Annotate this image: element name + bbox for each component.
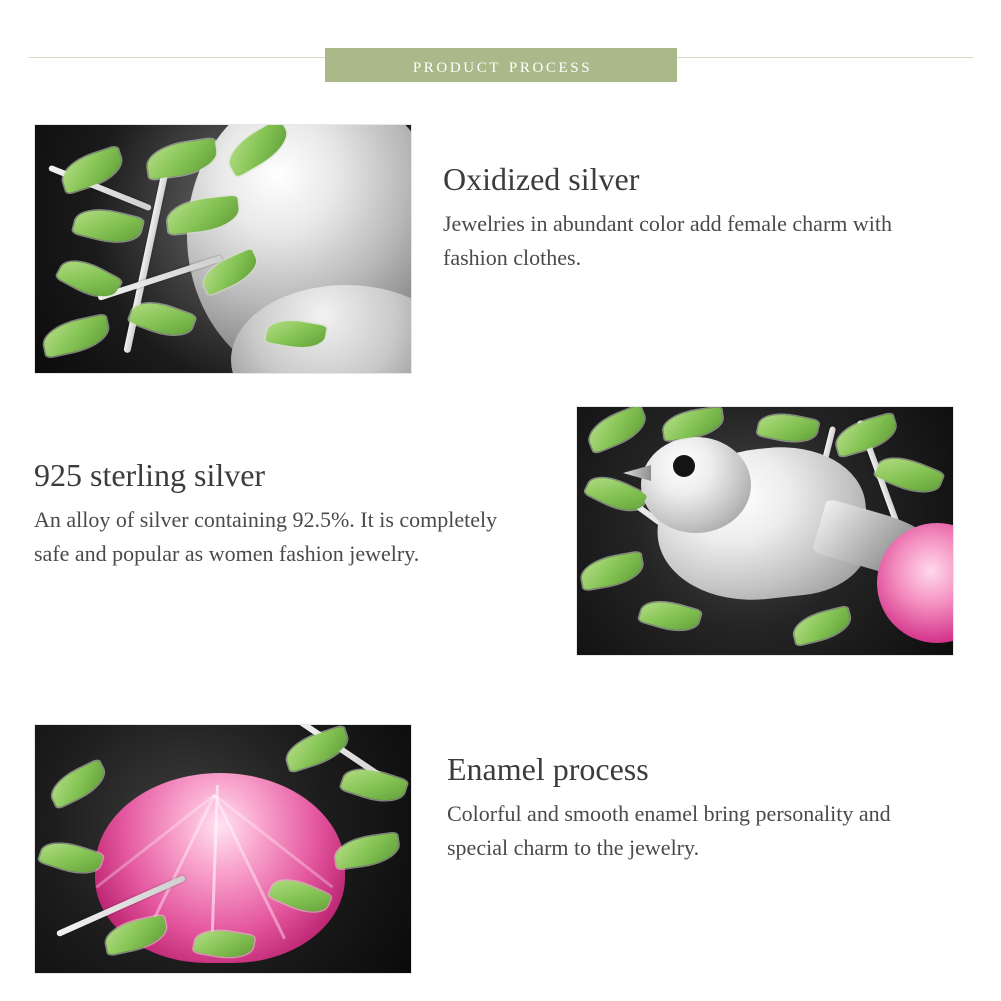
product-image-enamel-flower — [34, 724, 412, 974]
heading-oxidized-silver: Oxidized silver — [443, 161, 640, 197]
body-sterling-silver: An alloy of silver containing 92.5%. It is completely safe and popular as women fashion jewelry. — [34, 507, 498, 567]
image-canvas-bird — [577, 407, 953, 655]
product-image-silver-bird — [576, 406, 954, 656]
section-title-label: product process — [412, 52, 593, 77]
section-title-banner — [325, 48, 677, 82]
body-oxidized-silver: Jewelries in abundant color add female charm with fashion clothes. — [443, 211, 893, 271]
text-block-oxidized-silver — [443, 162, 943, 275]
product-image-oxidized-silver — [34, 124, 412, 374]
bird-eye-icon — [673, 455, 695, 477]
silver-bird-head — [641, 437, 751, 533]
body-enamel-process: Colorful and smooth enamel bring personality and special charm to the jewelry. — [447, 801, 891, 861]
heading-enamel-process: Enamel process — [447, 751, 649, 787]
image-canvas-enamel — [35, 725, 411, 973]
text-block-sterling-silver — [34, 458, 504, 571]
image-canvas-oxidized — [35, 125, 411, 373]
text-block-enamel-process — [447, 752, 907, 865]
heading-sterling-silver: 925 sterling silver — [34, 457, 266, 493]
page-header — [0, 0, 1001, 96]
